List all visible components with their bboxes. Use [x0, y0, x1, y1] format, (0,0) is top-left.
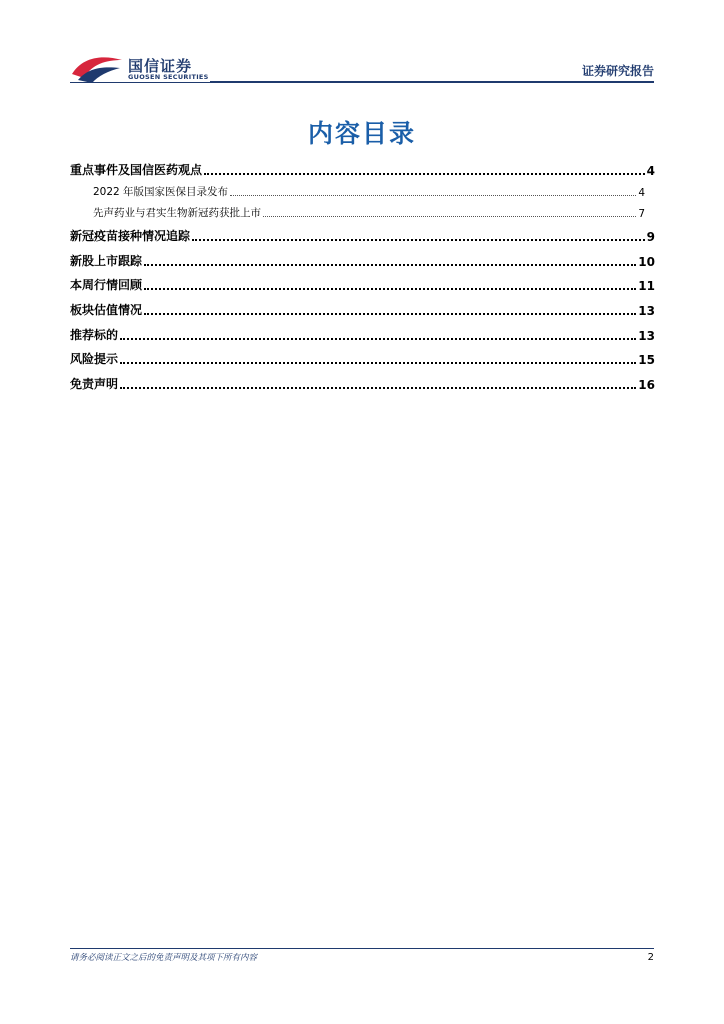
toc-entry-page: 11	[638, 279, 655, 294]
footer-divider	[70, 948, 654, 949]
header-divider	[210, 81, 654, 83]
toc-entry[interactable]	[70, 269, 655, 294]
report-type-label: 证券研究报告	[581, 64, 654, 78]
toc-entry[interactable]	[70, 367, 655, 392]
toc-entry-label: 板块估值情况	[70, 302, 143, 317]
toc-entry-page: 13	[638, 303, 655, 318]
toc-entry[interactable]	[70, 343, 655, 368]
toc-title: 内容目录	[307, 119, 416, 148]
toc-entry[interactable]	[70, 153, 655, 178]
page-header	[0, 0, 724, 90]
table-of-contents	[70, 153, 655, 392]
toc-entry-page: 4	[646, 163, 655, 178]
footer-disclaimer: 请务必阅读正文之后的免责声明及其项下所有内容	[70, 953, 258, 963]
toc-leader-dots	[144, 313, 636, 315]
toc-entry[interactable]	[70, 318, 655, 343]
toc-subentry[interactable]	[70, 178, 655, 199]
toc-entry-page: 10	[638, 254, 655, 269]
toc-subentry[interactable]	[70, 199, 655, 220]
toc-entry[interactable]	[70, 220, 655, 245]
toc-entry-page: 9	[646, 230, 655, 245]
toc-entry-label: 免责声明	[70, 376, 119, 391]
toc-entry-label: 推荐标的	[70, 327, 119, 342]
toc-entry-label: 本周行情回顾	[70, 278, 143, 293]
toc-entry-label: 新冠疫苗接种情况追踪	[70, 229, 191, 244]
header-divider-left	[70, 82, 210, 83]
toc-entry[interactable]	[70, 293, 655, 318]
toc-entry-page: 16	[638, 377, 655, 392]
toc-leader-dots	[204, 173, 645, 175]
toc-leader-dots	[144, 264, 636, 266]
guosen-logo-icon	[70, 54, 126, 84]
toc-leader-dots	[120, 338, 636, 340]
toc-leader-dots	[263, 216, 636, 217]
toc-entry-label: 新股上市跟踪	[70, 253, 143, 268]
toc-entry-label: 风险提示	[70, 352, 119, 367]
toc-entry-page: 15	[638, 353, 655, 368]
toc-entry-label: 先声药业与君实生物新冠药获批上市	[93, 206, 261, 219]
toc-leader-dots	[230, 195, 636, 196]
toc-leader-dots	[192, 239, 645, 241]
toc-entry[interactable]	[70, 244, 655, 269]
toc-entry-label: 2022 年版国家医保目录发布	[93, 185, 229, 198]
page-number: 2	[647, 952, 654, 963]
toc-leader-dots	[120, 387, 636, 389]
logo-chinese-name: 国信证券	[128, 57, 193, 75]
toc-entry-label: 重点事件及国信医药观点	[70, 162, 203, 177]
toc-entry-page: 4	[638, 186, 645, 199]
toc-leader-dots	[144, 288, 636, 290]
toc-entry-page: 7	[638, 207, 645, 220]
toc-entry-page: 13	[638, 328, 655, 343]
logo-english-name: GUOSEN SECURITIES	[128, 73, 209, 81]
toc-leader-dots	[120, 362, 636, 364]
